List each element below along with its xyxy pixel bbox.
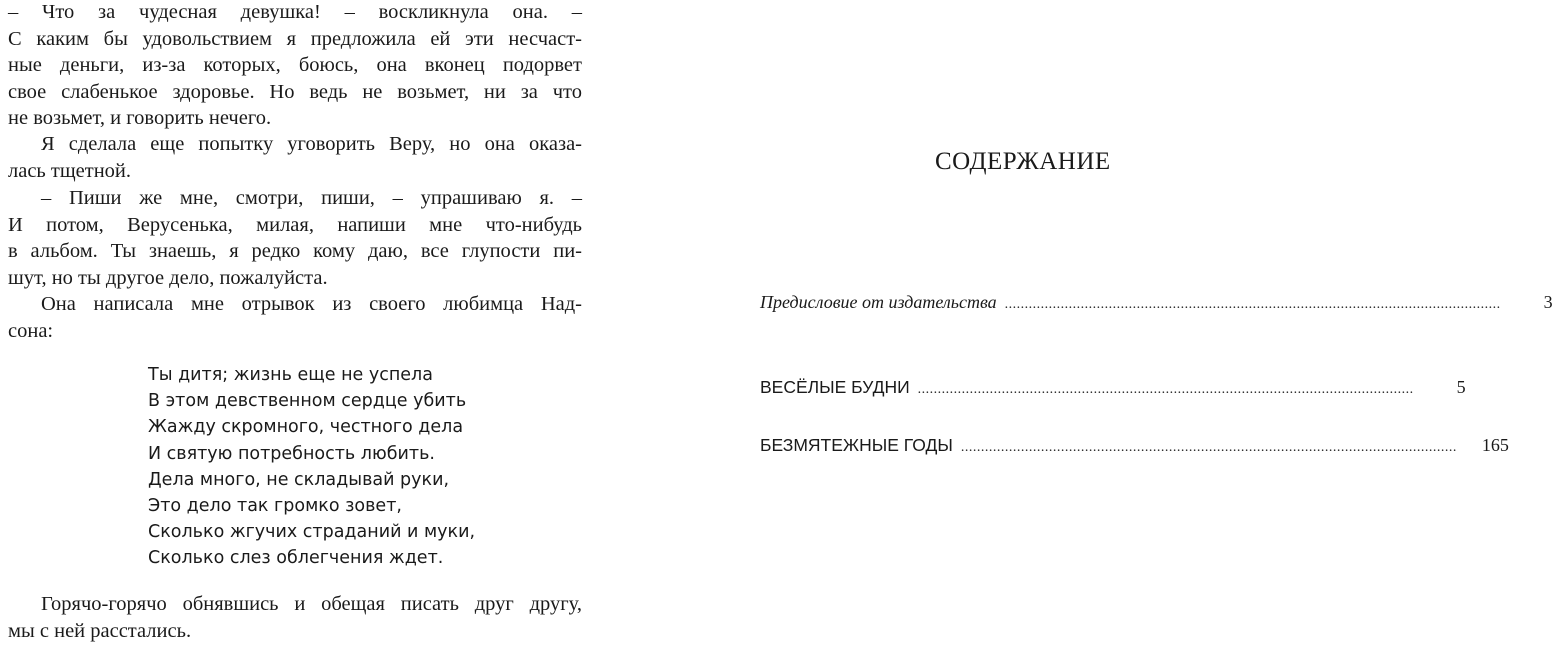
toc-dot-leader: ............................................................................................................................ — [1004, 297, 1501, 312]
toc-entry-page: 165 — [1481, 435, 1509, 455]
paragraph — [8, 131, 582, 184]
toc-dot-leader: ............................................................................................................................ — [960, 440, 1457, 455]
text-line: шут, но ты другое дело, пожалуйста. — [8, 266, 328, 289]
paragraph — [8, 0, 582, 132]
text-line: И потом, Верусенька, милая, напиши мне что-нибудь — [8, 213, 582, 236]
text-line: С каким бы удовольствием я предложила ей эти несчаст- — [8, 27, 582, 50]
text-line: Она написала мне отрывок из своего любимца Над- — [41, 293, 582, 315]
toc-entry-label: Предисловие от издательства — [760, 292, 997, 312]
paragraph — [8, 591, 582, 644]
paragraph — [8, 291, 582, 344]
left-page — [8, 0, 582, 648]
paragraph-text — [8, 185, 582, 291]
paragraph-text — [8, 0, 582, 132]
poem-line: Ты дитя; жизнь еще не успела — [148, 365, 433, 385]
text-line: Горячо-горячо обнявшись и обещая писать друг другу, — [41, 593, 582, 615]
toc-entry[interactable] — [760, 434, 1509, 459]
right-page — [760, 0, 1553, 648]
toc-entry[interactable] — [760, 376, 1466, 401]
paragraph — [8, 185, 582, 291]
toc-entry-label: ВЕСЁЛЫЕ БУДНИ — [760, 377, 910, 397]
text-line: в альбом. Ты знаешь, я редко кому даю, все глупости пи- — [8, 240, 582, 262]
toc-title: СОДЕРЖАНИЕ — [935, 148, 1111, 175]
poem-line: Сколько слез облегчения ждет. — [148, 548, 444, 569]
text-line: – Пиши же мне, смотри, пиши, – упрашиваю я. – — [41, 187, 582, 209]
text-line: свое слабенькое здоровье. Но ведь не возьмет, ни за что — [8, 80, 582, 103]
poem-line: Дела много, не складывай руки, — [148, 469, 450, 490]
toc-dot-leader: ............................................................................................................................ — [917, 382, 1414, 397]
toc-entry-page: 5 — [1456, 377, 1466, 397]
paragraph-text — [8, 591, 582, 644]
poem-excerpt — [148, 362, 475, 572]
toc-entry-page: 3 — [1543, 292, 1553, 312]
text-line: не возьмет, и говорить нечего. — [8, 107, 272, 129]
poem-line: Жажду скромного, честного дела — [148, 417, 464, 438]
text-line: сона: — [8, 319, 54, 342]
poem-line: Сколько жгучих страданий и муки, — [148, 522, 476, 543]
text-line: лась тщетной. — [8, 159, 132, 182]
toc-entry[interactable] — [760, 291, 1553, 316]
text-line: Я сделала еще попытку уговорить Веру, но она оказа- — [41, 133, 582, 155]
poem-line: И святую потребность любить. — [148, 443, 435, 464]
text-line: мы с ней расстались. — [8, 619, 192, 642]
poem-line: В этом девственном сердце убить — [148, 391, 467, 412]
toc-entry-label: БЕЗМЯТЕЖНЫЕ ГОДЫ — [760, 435, 953, 455]
paragraph-text — [8, 131, 582, 184]
text-line: – Что за чудесная девушка! – воскликнула она. – — [8, 1, 582, 23]
paragraph-text — [8, 291, 582, 344]
text-line: ные деньги, из-за которых, боюсь, она вконец подорвет — [8, 54, 582, 76]
poem-line: Это дело так громко зовет, — [148, 496, 402, 517]
